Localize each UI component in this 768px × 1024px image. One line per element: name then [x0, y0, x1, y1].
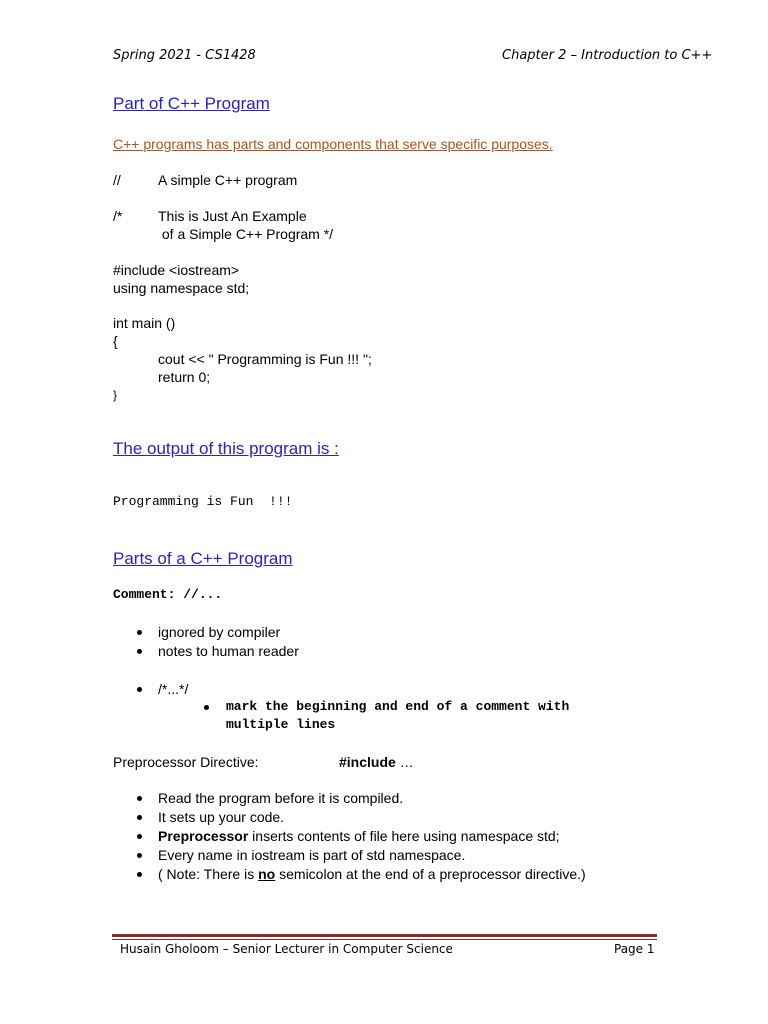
preprocessor-bold: Preprocessor — [158, 828, 249, 844]
bullet-dot — [137, 872, 142, 877]
multiline-sub-line2: multiple lines — [226, 717, 336, 732]
code-return: return 0; — [158, 369, 211, 385]
comment-heading: Comment: //... — [113, 587, 223, 602]
code-close-brace: } — [113, 388, 118, 402]
bullet-dot — [137, 630, 142, 635]
section-title-output: The output of this program is : — [113, 439, 339, 458]
pre-bullet-5-post: semicolon at the end of a preprocessor directive.) — [275, 866, 586, 882]
bullet-dot — [137, 796, 142, 801]
footer-page-number: Page 1 — [614, 942, 655, 956]
code-comment2-line2: of a Simple C++ Program */ — [158, 226, 334, 242]
intro-text: C++ programs has parts and components that serve specific purposes. — [113, 136, 553, 152]
multiline-comment-bullet: /*...*/ — [158, 681, 189, 697]
program-output: Programming is Fun !!! — [113, 494, 293, 509]
section-title-parts: Parts of a C++ Program — [113, 549, 293, 568]
code-main: int main () — [113, 315, 176, 331]
code-open-brace: { — [113, 333, 118, 349]
preprocessor-include: #include — [339, 754, 396, 770]
code-comment2-marker: /* — [113, 208, 123, 224]
bullet-dot — [137, 649, 142, 654]
pre-bullet-3-rest: inserts contents of file here using namespace std; — [248, 828, 560, 844]
multiline-sub-line1: mark the beginning and end of a comment with — [226, 699, 570, 714]
no-emphasis: no — [258, 866, 276, 882]
header-left: Spring 2021 - CS1428 — [113, 48, 256, 63]
pre-bullet-5 — [158, 865, 586, 884]
footer-rule-thick — [112, 934, 657, 937]
preprocessor-ellipsis: … — [395, 754, 414, 770]
preprocessor-label: Preprocessor Directive: — [113, 754, 259, 770]
pre-bullet-4: Every name in iostream is part of std namespace. — [158, 847, 466, 863]
code-comment1-marker: // — [113, 172, 121, 188]
bullet-dot — [137, 853, 142, 858]
bullet-dot — [137, 815, 142, 820]
footer-author: Husain Gholoom – Senior Lecturer in Computer Science — [120, 942, 453, 956]
code-comment2-line1: This is Just An Example — [158, 208, 307, 224]
bullet-dot — [137, 834, 142, 839]
code-namespace: using namespace std; — [113, 280, 250, 296]
section-title-part-of-program: Part of C++ Program — [113, 94, 270, 113]
footer-rule-thin — [112, 939, 657, 940]
code-include: #include <iostream> — [113, 262, 240, 278]
pre-bullet-2: It sets up your code. — [158, 809, 285, 825]
bullet-dot — [137, 687, 142, 692]
pre-bullet-5-pre: ( Note: There is — [158, 866, 259, 882]
sub-bullet-dot — [204, 705, 209, 710]
code-cout: cout << " Programming is Fun !!! "; — [158, 351, 372, 367]
header-right: Chapter 2 – Introduction to C++ — [502, 48, 713, 63]
comment-bullet-2: notes to human reader — [158, 643, 299, 659]
pre-bullet-1: Read the program before it is compiled. — [158, 790, 404, 806]
pre-bullet-3 — [158, 827, 560, 846]
code-comment1-text: A simple C++ program — [158, 172, 298, 188]
comment-bullet-1: ignored by compiler — [158, 624, 281, 640]
